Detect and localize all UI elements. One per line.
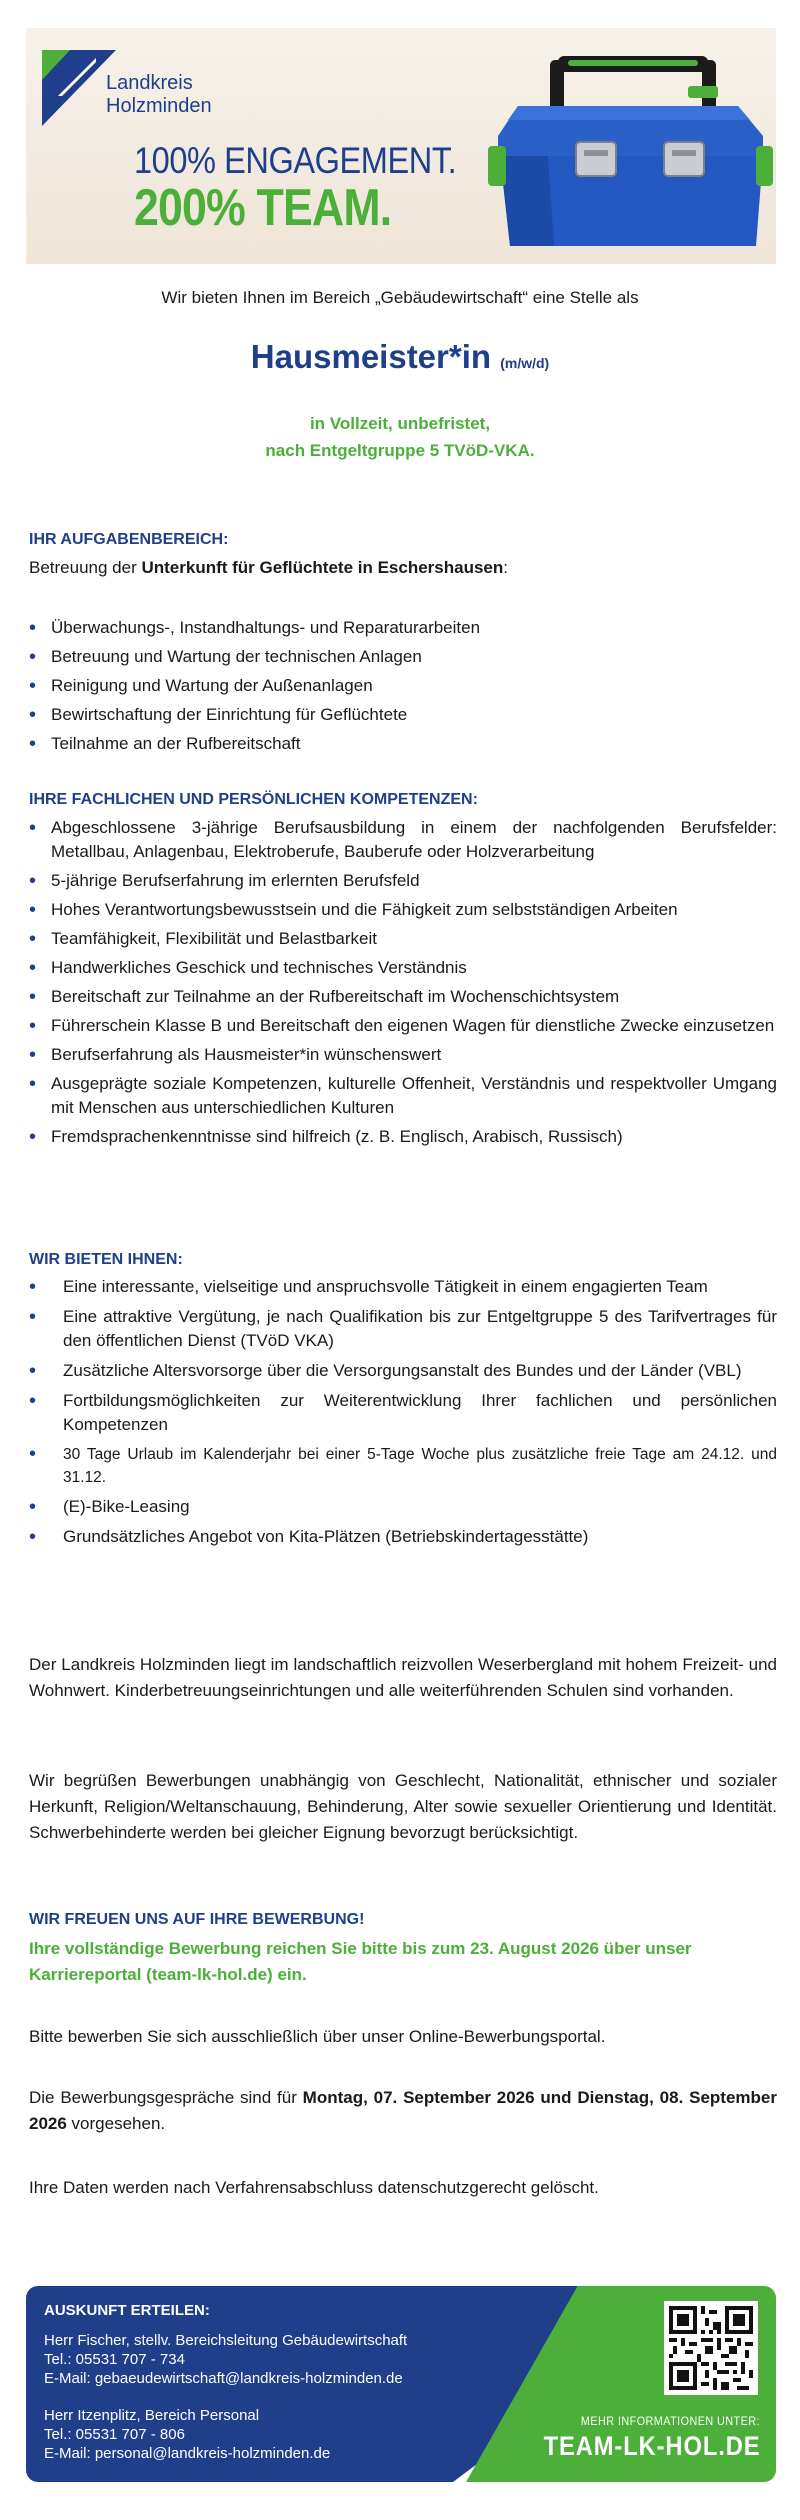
list-item: • Bereitschaft zur Teilnahme an der Rufbereitschaft im Wochenschichtsystem (29, 985, 777, 1009)
job-title-text: Hausmeister*in (250, 338, 492, 375)
list-item: • Ausgeprägte soziale Kompetenzen, kulturelle Offenheit, Verständnis und respektvoller Umgang mit Menschen aus unterschiedlichen Kulturen (29, 1072, 777, 1120)
apply-interview (29, 2085, 777, 2137)
tasks-lead-pre: Betreuung der (29, 558, 142, 577)
job-condition-1: in Vollzeit, unbefristet, (309, 414, 491, 433)
list-item: • Handwerkliches Geschick und technisches Verständnis (29, 956, 777, 980)
list-item: • Teamfähigkeit, Flexibilität und Belastbarkeit (29, 927, 777, 951)
contact2-name: Herr Itzenplitz, Bereich Personal (44, 2407, 260, 2424)
list-item: • Überwachungs-, Instandhaltungs- und Reparaturarbeiten (29, 616, 777, 640)
list-item: • Bewirtschaftung der Einrichtung für Geflüchtete (29, 703, 777, 727)
job-condition-2: nach Entgeltgruppe 5 TVöD-VKA. (265, 441, 535, 460)
interview-pre: Die Bewerbungsgespräche sind für (29, 2088, 303, 2107)
list-item: • Hohes Verantwortungsbewusstsein und die Fähigkeit zum selbstständigen Arbeiten (29, 898, 777, 922)
list-item: • Eine interessante, vielseitige und anspruchsvolle Tätigkeit in einem engagierten Team (29, 1275, 777, 1299)
slogan-team: 200% TEAM. (134, 179, 392, 237)
list-item: • Fortbildungsmöglichkeiten zur Weiterentwicklung Ihrer fachlichen und persönlichen Kompetenzen (29, 1389, 777, 1437)
qr-code-icon[interactable] (664, 2301, 758, 2395)
list-item: • Zusätzliche Altersvorsorge über die Versorgungsanstalt des Bundes und der Länder (VBL) (29, 1359, 777, 1383)
apply-heading: WIR FREUEN UNS AUF IHRE BEWERBUNG! (29, 1911, 365, 1928)
list-item: • Reinigung und Wartung der Außenanlagen (29, 674, 777, 698)
logo-line2: Holzminden (106, 95, 212, 117)
job-title-suffix: (m/w/d) (500, 355, 550, 371)
list-item: • Betreuung und Wartung der technischen Anlagen (29, 645, 777, 669)
contact2-mail[interactable]: E-Mail: personal@landkreis-holzminden.de (44, 2445, 331, 2462)
skills-heading: IHRE FACHLICHEN UND PERSÖNLICHEN KOMPETENZEN: (29, 791, 478, 808)
diversity-paragraph: Wir begrüßen Bewerbungen unabhängig von Geschlecht, Nationalität, ethnischer und sozialer Herkunft, Religion/Weltanschauung, Behinderung, Alter sowie sexueller Orientierung und Identität. Schwerbehinderte werden bei gleicher Eignung bevorzugt berücksichtigt. (29, 1771, 777, 1842)
tasks-lead (29, 555, 777, 580)
tasks-heading: IHR AUFGABENBEREICH: (29, 531, 229, 548)
list-item: • 30 Tage Urlaub im Kalenderjahr bei einer 5-Tage Woche plus zusätzliche freie Tage am 24.12. und 31.12. (29, 1443, 777, 1489)
contact1-mail[interactable]: E-Mail: gebaeudewirtschaft@landkreis-holzminden.de (44, 2370, 403, 2387)
list-item: • Grundsätzliches Angebot von Kita-Plätzen (Betriebskindertagesstätte) (29, 1525, 777, 1549)
list-item: • Teilnahme an der Rufbereitschaft (29, 732, 777, 756)
header-banner (26, 28, 776, 264)
list-item: • Fremdsprachenkenntnisse sind hilfreich (z. B. Englisch, Arabisch, Russisch) (29, 1125, 777, 1149)
offers-list (29, 1275, 777, 1555)
landkreis-logo-icon (42, 50, 116, 128)
list-item: • Führerschein Klasse B und Bereitschaft den eigenen Wagen für dienstliche Zwecke einzusetzen (29, 1014, 777, 1038)
tasks-lead-post: : (503, 558, 508, 577)
list-item: • Abgeschlossene 3-jährige Berufsausbildung in einem der nachfolgenden Berufsfelder: Metallbau, Anlagenbau, Elektroberufe, Bauberufe oder Holzverarbeitung (29, 816, 777, 864)
offers-heading: WIR BIETEN IHNEN: (29, 1251, 183, 1268)
contact-footer (26, 2286, 776, 2482)
skills-list (29, 816, 777, 1154)
website-link[interactable]: TEAM-LK-HOL.DE (543, 2431, 760, 2461)
apply-deadline: Ihre vollständige Bewerbung reichen Sie bitte bis zum 23. August 2026 über unser Karriereportal (team-lk-hol.de) ein. (29, 1939, 692, 1984)
more-info-label: MEHR INFORMATIONEN UNTER: (580, 2414, 760, 2428)
list-item: • 5-jährige Berufserfahrung im erlernten Berufsfeld (29, 869, 777, 893)
slogan-engagement: 100% ENGAGEMENT. (134, 140, 457, 181)
footer-heading: AUSKUNFT ERTEILEN: (44, 2302, 210, 2319)
contact1-name: Herr Fischer, stellv. Bereichsleitung Gebäudewirtschaft (44, 2332, 408, 2349)
list-item: • Berufserfahrung als Hausmeister*in wünschenswert (29, 1043, 777, 1067)
apply-privacy: Ihre Daten werden nach Verfahrensabschluss datenschutzgerecht gelöscht. (29, 2178, 599, 2197)
job-conditions (0, 410, 800, 464)
list-item: • (E)-Bike-Leasing (29, 1495, 777, 1519)
tasks-list (29, 616, 777, 761)
interview-post: vorgesehen. (66, 2114, 166, 2133)
logo-text (106, 72, 212, 118)
intro-text: Wir bieten Ihnen im Bereich „Gebäudewirtschaft“ eine Stelle als (161, 288, 639, 307)
apply-online-only: Bitte bewerben Sie sich ausschließlich über unser Online-Bewerbungsportal. (29, 2027, 606, 2046)
contact2-tel: Tel.: 05531 707 - 806 (44, 2426, 185, 2443)
tasks-lead-bold: Unterkunft für Geflüchtete in Eschershausen (141, 558, 504, 577)
region-paragraph: Der Landkreis Holzminden liegt im landschaftlich reizvollen Weserbergland mit hohem Freizeit- und Wohnwert. Kinderbetreuungseinrichtungen und alle weiterführenden Schulen sind vorhanden. (29, 1655, 777, 1700)
list-item: • Eine attraktive Vergütung, je nach Qualifikation bis zur Entgeltgruppe 5 des Tarifvertrages für den öffentlichen Dienst (TVöD VKA) (29, 1305, 777, 1353)
contact1-tel: Tel.: 05531 707 - 734 (44, 2351, 185, 2368)
job-title (0, 338, 800, 376)
logo-line1: Landkreis (106, 72, 193, 94)
toolbox-icon (488, 46, 773, 256)
interview-dates: Montag, 07. September 2026 und Dienstag, 08. September 2026 (29, 2088, 777, 2133)
